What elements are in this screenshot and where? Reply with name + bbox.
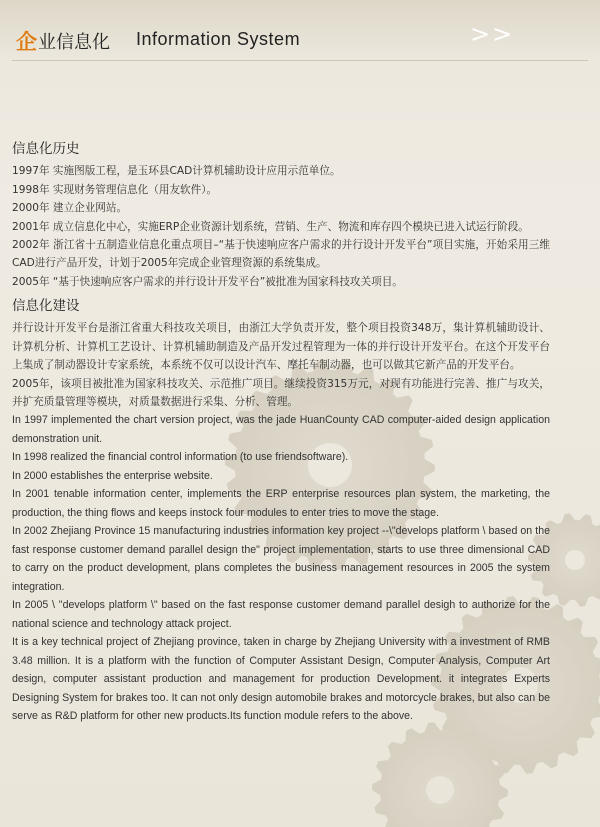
construction-paragraph: 并行设计开发平台是浙江省重大科技攻关项目，由浙江大学负责开发，整个项目投资348万，集计算机辅助设计、计算机分析、计算机工艺设计、计算机辅助制造及产品开发过程管理为一体的并行设计开发平台。在这个开发平台上集成了制动器设计专家系统，本系统不仅可以设计汽车、摩托车制动器，也可以做其它新产品的开发平台。 [12,322,550,372]
history-line: 1997年 实施图版工程，是玉环县CAD计算机辅助设计应用示范单位。 [12,165,341,177]
main-content [12,139,550,726]
header-divider [12,60,588,61]
english-paragraph: In 1998 realized the financial control information (to use friendsoftware). [12,451,349,464]
history-line: 2001年 成立信息化中心，实施ERP企业资源计划系统，营销、生产、物流和库存四个模块已进入试运行阶段。 [12,220,529,233]
history-line: 2005年 “基于快速响应客户需求的并行设计开发平台”被批准为国家科技攻关项目。 [12,275,403,288]
history-heading: 信息化历史 [12,141,80,157]
double-chevron-icon: >> [470,20,515,48]
page-header [0,14,600,68]
construction-heading: 信息化建设 [12,298,80,315]
history-list [12,162,550,291]
history-line: 2002年 浙江省十五制造业信息化重点项目–“基于快速响应客户需求的并行设计开发平台”项目实施，开始采用三维CAD进行产品开发，计划于2005年完成企业管理资源的系统集成。 [12,239,550,270]
title-chinese: 业信息化 [38,32,110,53]
history-line: 1998年 实现财务管理信息化（用友软件）。 [12,183,218,196]
construction-paragraph: 2005年，该项目被批准为国家科技攻关、示范推广项目。继续投资315万元，对现有功能进行完善、推广与攻关，并扩充质量管理等模块，对质量数据进行采集、分析、管理。 [12,377,550,408]
english-paragraph: In 1997 implemented the chart version project, was the jade HuanCounty CAD computer-aided design application demonstration unit. [12,414,550,445]
english-paragraph: In 2002 Zhejiang Province 15 manufacturing industries information key project --\"develops platform \ based on the fast response customer demand parallel design the" project implementation, starts to use three dimensional CAD to carry on the product development, plans completes the business management resources in 2005 the system integration. [12,525,550,593]
english-paragraph: It is a key technical project of Zhejiang province, taken in charge by Zhejiang University with a investment of RMB 3.48 million. It is a platform with the function of Computer Assistant Design, Computer Analysis, Computer Art design, computer assistant production and management for production Development. it integrates Experts Designing System for brakes too. It can not only design automobile brakes and motorcycle brakes, but also can be serve as R&D platform for other new products.Its function module refers to the above. [12,636,550,723]
english-paragraph: In 2005 \ "develops platform \" based on the fast response customer demand parallel desigh to authorize for the national science and technology attack project. [12,599,550,630]
title-accent-char: 企 [16,30,37,54]
english-paragraph: In 2001 tenable information center, implements the ERP enterprise resources plan system, the marketing, the production, the thing flows and keeps instock four modules to enter tries to move the stage. [12,488,550,519]
history-line: 2000年 建立企业网站。 [12,202,128,214]
title-english: Information System [136,29,301,49]
english-paragraph: In 2000 establishes the enterprise website. [12,469,213,482]
